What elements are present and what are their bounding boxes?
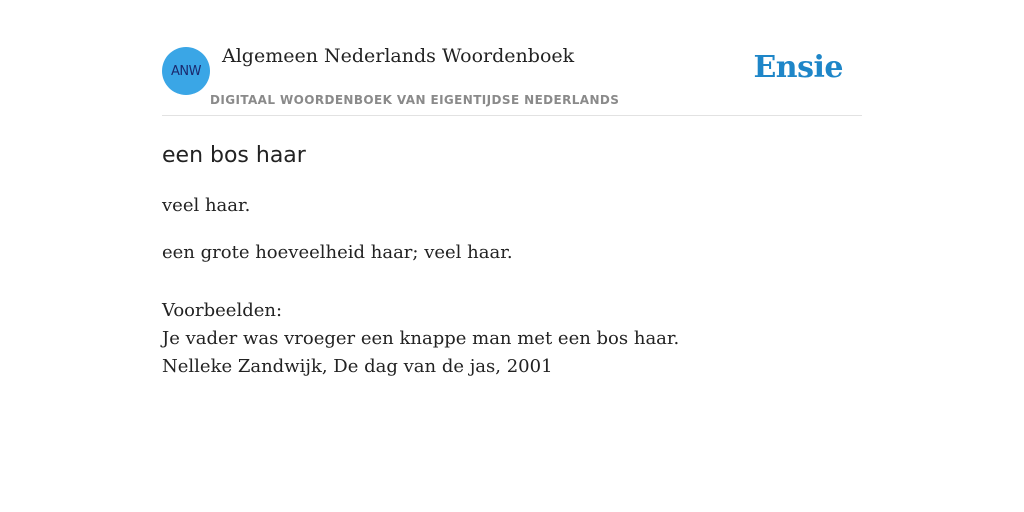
entry-term: een bos haar (162, 143, 306, 168)
short-definition: veel haar. (162, 195, 251, 216)
logo-text: ANW (171, 63, 201, 79)
anw-logo[interactable] (162, 47, 210, 95)
page (162, 0, 862, 381)
example-source: Nelleke Zandwijk, De dag van de jas, 2001 (162, 356, 553, 377)
ensie-brand-link[interactable]: Ensie (753, 50, 843, 85)
examples-label: Voorbeelden: (162, 300, 283, 321)
long-definition: een grote hoeveelheid haar; veel haar. (162, 242, 513, 263)
site-title: Algemeen Nederlands Woordenboek (222, 45, 575, 67)
site-subtitle: DIGITAAL WOORDENBOEK VAN EIGENTIJDSE NEDERLANDS (210, 93, 620, 107)
example-sentence: Je vader was vroeger een knappe man met een bos haar. (162, 328, 680, 349)
site-header (162, 44, 862, 116)
examples-block (162, 297, 862, 381)
